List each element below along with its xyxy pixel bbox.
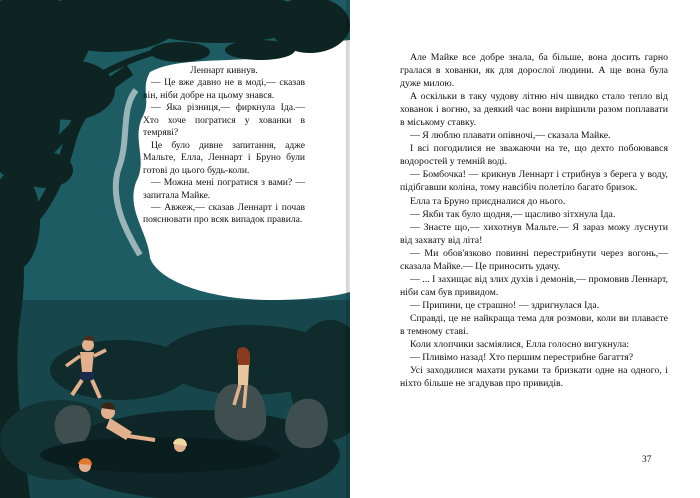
- right-paragraph: — Я люблю плавати опівночі,— сказала Майке.: [410, 130, 611, 142]
- left-paragraph: — Це вже давно не в моді,— сказав він, ніби добре на цьому знався.: [143, 77, 305, 101]
- right-page-text: [400, 51, 668, 390]
- right-paragraph: — ... І захищає від злих духів і демонів,— промовив Леннарт, ніби сам був привидом.: [400, 273, 668, 298]
- right-paragraph: Елла та Бруно приєдналися до нього.: [410, 195, 566, 207]
- right-paragraph: А оскільки в таку чудову літню ніч швидко стало тепло від хованок і вогню, за деякий час вони вирішили разом поплавати в міському ставку.: [400, 91, 668, 129]
- right-paragraph: Коли хлопчики засміялися, Елла голосно вигукнула:: [410, 339, 630, 351]
- right-paragraph: — Пливімо назад! Хто першим перестрибне багаття?: [410, 352, 634, 364]
- right-paragraph: Справді, це не найкраща тема для розмови, коли ви плаваєте в темному ставі.: [400, 312, 668, 337]
- text-page: [350, 0, 700, 498]
- right-paragraph: — Якби так було щодня,— щасливо зітхнула Іда.: [410, 208, 616, 220]
- right-paragraph: — Знаєте що,— хихотнув Мальте.— Я зараз можу луснути від захвату від літа!: [400, 221, 668, 246]
- right-paragraph: — Ми обов'язково повинні перестрибнути через вогонь,— сказала Майке.— Це приносить удачу.: [400, 247, 668, 272]
- left-paragraph: Це було дивне запитання, адже Мальте, Елла, Леннарт і Бруно були готові до цього будь-коли.: [143, 139, 305, 176]
- page-number: 37: [642, 455, 652, 465]
- right-paragraph: — Бомбочка! — крикнув Леннарт і стрибнув з берега у воду, підібгавши коліна, тому навсібіч полетіло багато бризок.: [400, 169, 668, 194]
- left-paragraph: — Авжеж,— сказав Леннарт і почав пояснювати про всяк випадок правила.: [143, 201, 305, 226]
- right-paragraph: Але Майке все добре знала, ба більше, вона досить гарно гралася в хованки, як для дорослої людини. А ще вона була дуже милою.: [400, 52, 668, 90]
- right-paragraph: — Припини, це страшно! — здригнулася Іда.: [410, 299, 600, 311]
- left-paragraph: — Яка різниця,— фиркнула Іда.— Хто хоче погратися у хованки в темряві?: [143, 102, 305, 139]
- pond-water: [40, 437, 280, 473]
- right-paragraph: Усі заходилися махати руками та бризкати одне на одного, і ніхто більше не згадував про привидів.: [400, 365, 668, 390]
- left-paragraph: — Можна мені погратися з вами? — запитала Майке.: [143, 177, 305, 201]
- left-paragraph: Леннарт кивнув.: [190, 65, 258, 76]
- right-paragraph: І всі погодилися не зважаючи на те, що дехто побоювався водоростей у темній воді.: [400, 143, 668, 168]
- left-page-text: [143, 65, 305, 227]
